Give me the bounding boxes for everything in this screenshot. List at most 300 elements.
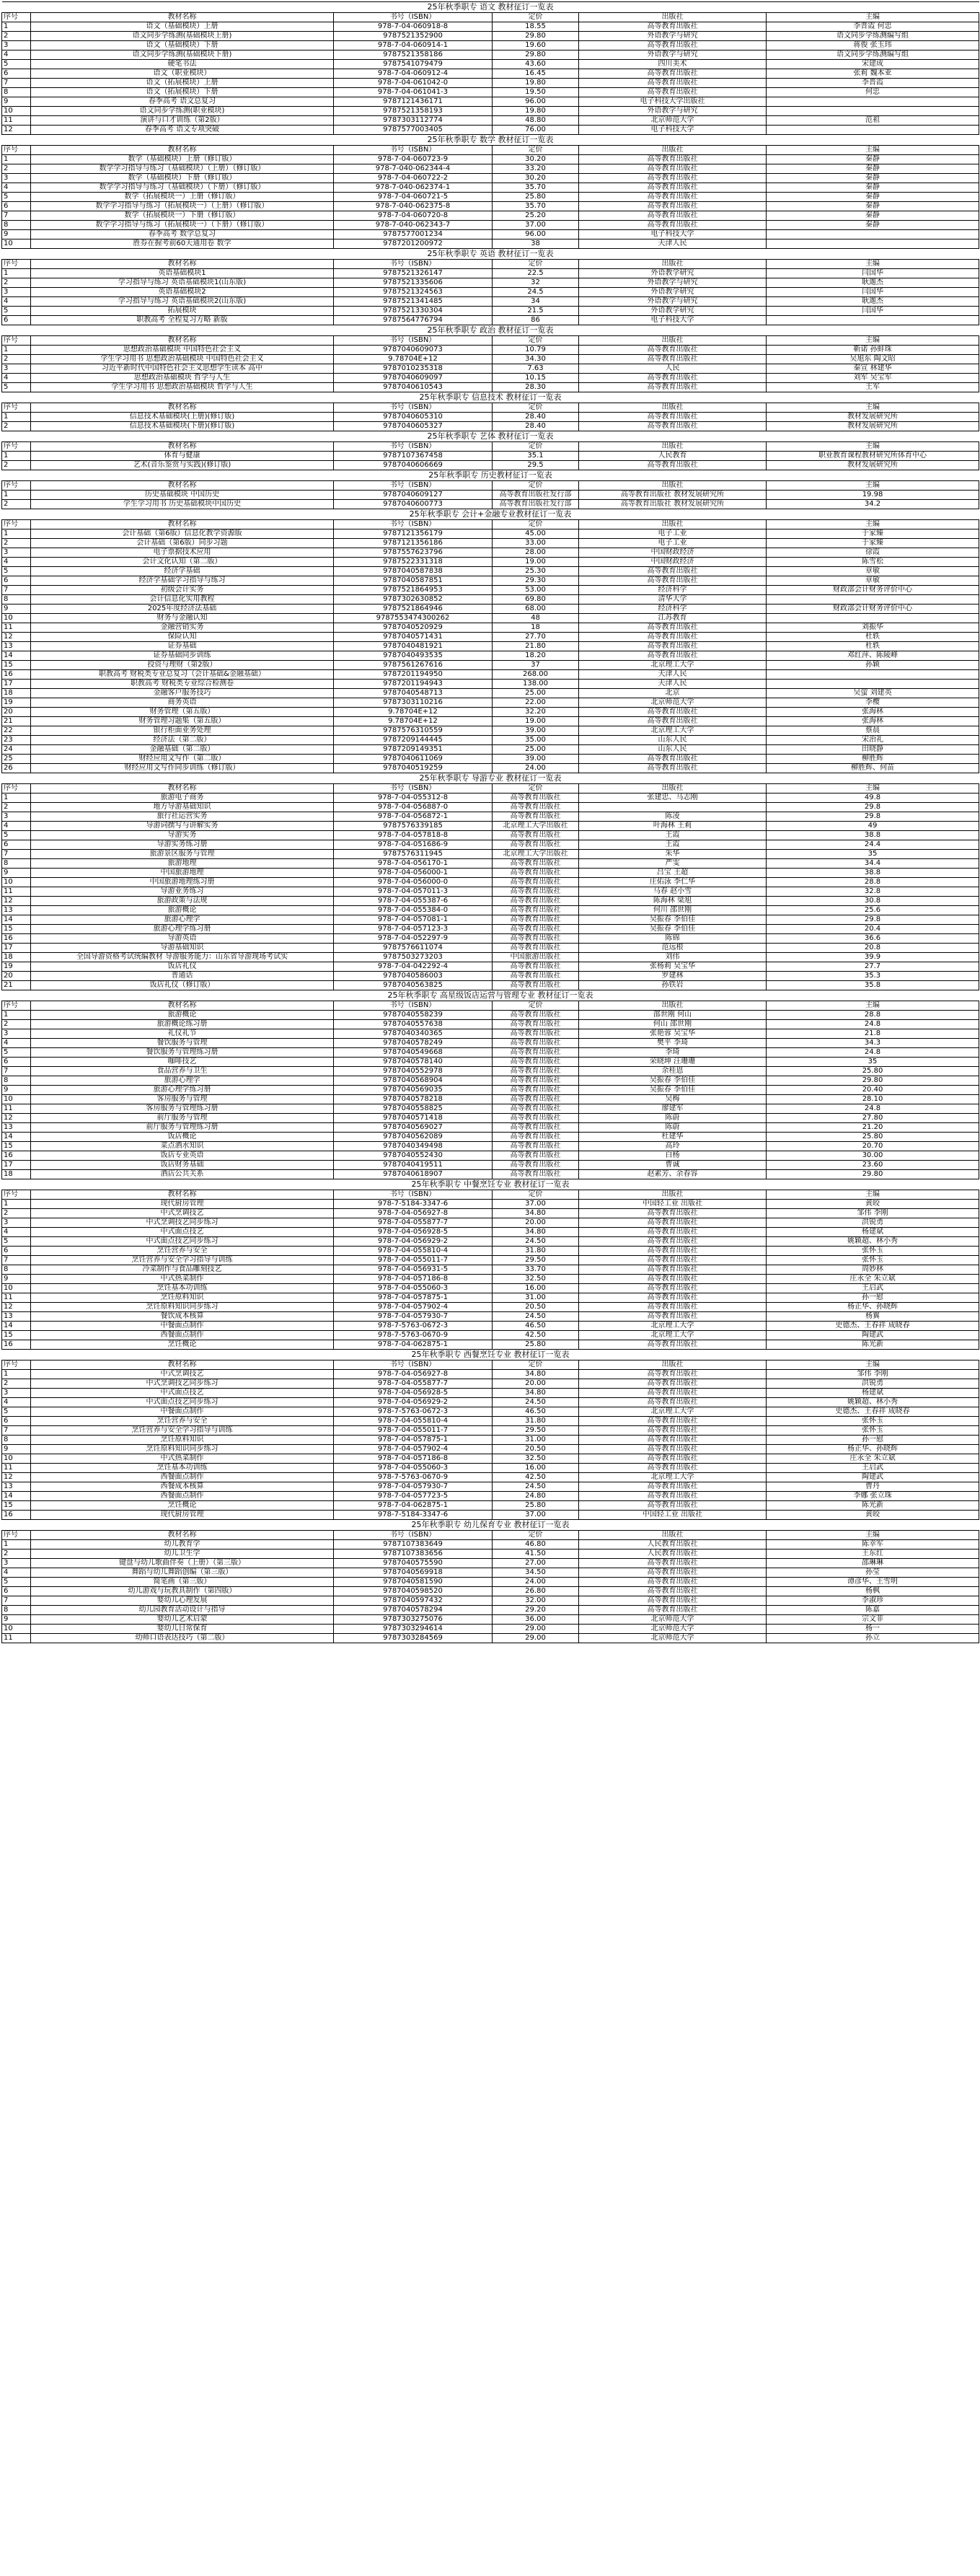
table-cell: 高等教育出版社: [493, 887, 579, 897]
table-cell: 11: [2, 1464, 31, 1473]
table-row: [2, 1615, 979, 1625]
table-cell: 耿迦杰: [767, 297, 979, 307]
table-cell: 25.80: [767, 1133, 979, 1142]
table-cell: 9787201194950: [334, 670, 493, 680]
table-cell: 9787521864953: [334, 586, 493, 595]
table-row: [2, 1218, 979, 1228]
table-cell: [767, 670, 979, 680]
table-cell: 69.80: [493, 595, 579, 605]
table-cell: 金融基础（第二版）: [31, 745, 334, 755]
table-cell: [767, 614, 979, 623]
table-cell: 高等教育出版社: [579, 461, 767, 470]
table-cell: 1: [2, 1200, 31, 1209]
table-cell: 978-7-04-055060-3: [334, 1464, 493, 1473]
table-cell: 4: [2, 1568, 31, 1578]
table-cell: 25.80: [493, 1501, 579, 1511]
table-cell: 36.6: [767, 934, 979, 944]
table-cell: 9787521358193: [334, 107, 493, 116]
table-cell: 学习指导与练习 英语基础模块2(山东版): [31, 297, 334, 307]
table-cell: 高等教育出版社 教材发展研究所: [579, 491, 767, 500]
table-cell: 18.20: [493, 651, 579, 661]
table-cell: 秦宣 林建华: [767, 364, 979, 374]
table-cell: 8: [2, 859, 31, 869]
table-cell: 9787121356179: [334, 529, 493, 539]
table-cell: 高等教育出版社: [493, 944, 579, 953]
table-cell: 24: [2, 745, 31, 755]
table-cell: 9787040609097: [334, 374, 493, 383]
table-row: [2, 422, 979, 431]
table-row: [2, 651, 979, 661]
table-cell: 幼儿教育学: [31, 1540, 334, 1549]
table-cell: 13: [2, 1123, 31, 1133]
table-cell: 42.50: [493, 1331, 579, 1340]
table-cell: 陈海林 梁旭: [579, 897, 767, 906]
table-cell: 高等教育出版社: [579, 1312, 767, 1322]
table-cell: 37.00: [493, 1511, 579, 1520]
table-row: [2, 1114, 979, 1123]
column-header: 出版社: [579, 260, 767, 269]
table-cell: 23.60: [767, 1161, 979, 1170]
table-cell: 978-7-04-052297-9: [334, 934, 493, 944]
table-cell: 学习指导与练习 英语基础模块1(山东版): [31, 278, 334, 288]
table-cell: 138.00: [493, 680, 579, 689]
table-cell: 978-7-04-056928-5: [334, 1389, 493, 1398]
table-cell: 11: [2, 116, 31, 126]
table-cell: 语文（拓展模块）上册: [31, 79, 334, 88]
column-header: 书号（ISBN）: [334, 336, 493, 346]
table-cell: 北京理工大学出版社: [493, 850, 579, 859]
table-cell: 3: [2, 1559, 31, 1568]
table-cell: 34.30: [493, 355, 579, 364]
table-cell: 叶海林 王莉: [579, 822, 767, 831]
table-cell: 陈蔚: [579, 1123, 767, 1133]
table-cell: 9787209144445: [334, 736, 493, 745]
table-cell: 旅游心理学: [31, 915, 334, 925]
table-cell: 2: [2, 803, 31, 812]
table-cell: 8: [2, 1436, 31, 1445]
table-cell: 20.4: [767, 925, 979, 934]
column-header: 主编: [767, 442, 979, 452]
table-cell: 76.00: [493, 126, 579, 135]
table-row: [2, 586, 979, 595]
table-row: [2, 278, 979, 288]
table-cell: 9: [2, 605, 31, 614]
table-cell: 数学（基础模块）上册（修订版）: [31, 155, 334, 164]
table-cell: 电子科技大学: [579, 230, 767, 239]
table-cell: 高等教育出版社: [579, 642, 767, 651]
table-row: [2, 174, 979, 183]
table-cell: 旅游心理学练习册: [31, 925, 334, 934]
table-cell: 孙一慰: [767, 1293, 979, 1303]
table-cell: 李樱: [767, 698, 979, 708]
table-cell: 41.50: [493, 1549, 579, 1559]
table-cell: 曹丹: [767, 1482, 979, 1492]
table-row: [2, 1312, 979, 1322]
table-cell: 高等教育出版社: [579, 1492, 767, 1501]
table-cell: 3: [2, 41, 31, 50]
table-cell: 财经应用文写作同步训练（修订版）: [31, 764, 334, 773]
table-row: [2, 1228, 979, 1237]
table-cell: 高等教育出版社: [579, 1275, 767, 1284]
section-title-row: [2, 1520, 979, 1531]
table-cell: 邵世刚 何山: [579, 1011, 767, 1020]
column-header: 出版社: [579, 146, 767, 155]
table-row: [2, 698, 979, 708]
table-cell: 28.10: [767, 1095, 979, 1104]
table-cell: 25.6: [767, 906, 979, 915]
table-cell: 978-7-04-057818-8: [334, 831, 493, 840]
table-cell: 29.20: [493, 1606, 579, 1615]
table-cell: 高等教育出版社: [579, 1247, 767, 1256]
table-cell: 13: [2, 1482, 31, 1492]
table-cell: 高等教育出版社: [579, 1436, 767, 1445]
table-cell: 9787040598520: [334, 1587, 493, 1596]
table-row: [2, 878, 979, 887]
table-cell: 王霞: [579, 840, 767, 850]
table-cell: 导游英语: [31, 934, 334, 944]
table-cell: 10: [2, 107, 31, 116]
header-row: [2, 146, 979, 155]
table-row: [2, 764, 979, 773]
table-cell: 洪锐勇: [767, 1379, 979, 1389]
table-row: [2, 1464, 979, 1473]
table-cell: 21.5: [493, 307, 579, 316]
table-cell: 86: [493, 316, 579, 325]
table-cell: 25.80: [493, 193, 579, 202]
table-cell: 电子票据技术应用: [31, 548, 334, 558]
table-cell: 9787521330304: [334, 307, 493, 316]
table-cell: 24.50: [493, 1398, 579, 1407]
table-cell: 45.00: [493, 529, 579, 539]
table-row: [2, 79, 979, 88]
table-cell: 田晓静: [767, 745, 979, 755]
table-cell: 19.00: [493, 558, 579, 567]
table-cell: 33.20: [493, 164, 579, 174]
column-header: 教材名称: [31, 520, 334, 529]
table-cell: 于家臻: [767, 529, 979, 539]
table-cell: 1: [2, 413, 31, 422]
table-cell: 学生学习用书 思想政治基础模块 中国特色社会主义: [31, 355, 334, 364]
table-cell: 2: [2, 500, 31, 509]
column-header: 出版社: [579, 336, 767, 346]
column-header: 主编: [767, 1531, 979, 1540]
table-cell: 客房服务与管理练习册: [31, 1104, 334, 1114]
table-cell: 9787521326147: [334, 269, 493, 278]
table-cell: 严雯: [579, 859, 767, 869]
table-cell: 9787303284569: [334, 1634, 493, 1643]
table-cell: 演讲与口才训练（第2版）: [31, 116, 334, 126]
table-cell: 4: [2, 297, 31, 307]
table-cell: 17: [2, 1161, 31, 1170]
table-cell: 20.40: [767, 1086, 979, 1095]
table-cell: 18: [2, 689, 31, 698]
table-cell: [767, 126, 979, 135]
table-cell: 34.2: [767, 500, 979, 509]
table-cell: 中式烹调技艺: [31, 1370, 334, 1379]
table-cell: 高等教育出版社: [493, 1142, 579, 1151]
table-cell: 学生学习用书 历史基础模块中国历史: [31, 500, 334, 509]
table-row: [2, 452, 979, 461]
table-cell: 高等教育出版社: [493, 1114, 579, 1123]
table-cell: 1: [2, 452, 31, 461]
table-cell: 9787040558825: [334, 1104, 493, 1114]
table-cell: 34: [493, 297, 579, 307]
table-cell: 9787040578249: [334, 1039, 493, 1048]
table-row: [2, 413, 979, 422]
table-cell: 68.00: [493, 605, 579, 614]
section-title-row: [2, 509, 979, 520]
table-cell: 高等教育出版社: [579, 1559, 767, 1568]
table-row: [2, 972, 979, 981]
table-cell: 5: [2, 307, 31, 316]
table-cell: 978-7-04-060912-4: [334, 69, 493, 79]
table-cell: 高等教育出版社: [579, 633, 767, 642]
table-cell: 3: [2, 548, 31, 558]
table-cell: 杨正华、孙晓辉: [767, 1445, 979, 1454]
table-row: [2, 1511, 979, 1520]
table-row: [2, 1606, 979, 1615]
table-cell: 978-7-040-062374-1: [334, 183, 493, 193]
table-cell: 35.70: [493, 183, 579, 193]
table-cell: 9787040349498: [334, 1142, 493, 1151]
table-cell: 耿迦杰: [767, 278, 979, 288]
table-row: [2, 1151, 979, 1161]
table-cell: 9787303112774: [334, 116, 493, 126]
table-cell: 思想政治基础模块 中国特色社会主义: [31, 346, 334, 355]
table-cell: 16.00: [493, 1284, 579, 1293]
table-cell: 9787040493535: [334, 651, 493, 661]
table-cell: 英语基础模块1: [31, 269, 334, 278]
table-cell: 978-7-040-062375-8: [334, 202, 493, 211]
table-row: [2, 307, 979, 316]
table-cell: 9.78704E+12: [334, 355, 493, 364]
table-cell: 习近平新时代中国特色社会主义思想学生读本 高中: [31, 364, 334, 374]
table-cell: 财政部会计财务评价中心: [767, 605, 979, 614]
table-cell: 5: [2, 1237, 31, 1247]
table-cell: 28.40: [493, 413, 579, 422]
table-row: [2, 529, 979, 539]
column-header: 出版社: [579, 1531, 767, 1540]
table-cell: 电子科技大学: [579, 316, 767, 325]
table-cell: 46.80: [493, 1540, 579, 1549]
column-header: 出版社: [579, 481, 767, 491]
table-cell: 周妙林: [767, 1265, 979, 1275]
table-row: [2, 1331, 979, 1340]
table-cell: 高等教育出版社: [579, 1596, 767, 1606]
table-cell: 高等教育出版社: [493, 803, 579, 812]
table-cell: 高等教育出版社: [579, 211, 767, 221]
table-cell: 数学学习指导与练习（拓展模块一）（上册）（修订版）: [31, 202, 334, 211]
table-row: [2, 221, 979, 230]
table-cell: 53.00: [493, 586, 579, 595]
table-cell: 靳诺 孙蚌珠: [767, 346, 979, 355]
table-cell: 34.4: [767, 859, 979, 869]
table-cell: 李琦: [579, 1048, 767, 1058]
table-cell: 电子工业: [579, 529, 767, 539]
table-cell: 证券基础: [31, 642, 334, 651]
table-cell: 外语教学与研究: [579, 32, 767, 41]
table-cell: 20: [2, 708, 31, 717]
table-row: [2, 1170, 979, 1179]
column-header: 教材名称: [31, 1001, 334, 1011]
table-row: [2, 126, 979, 135]
table-cell: 16.45: [493, 69, 579, 79]
section-title-row: [2, 135, 979, 146]
table-cell: 978-7-04-056927-8: [334, 1209, 493, 1218]
table-cell: 信息技术基础模块(下册)(修订版): [31, 422, 334, 431]
table-cell: 高等教育出版社: [579, 1303, 767, 1312]
table-row: [2, 1123, 979, 1133]
section-title-row: [2, 990, 979, 1001]
table-cell: 21: [2, 717, 31, 726]
table-row: [2, 831, 979, 840]
table-cell: 孙一慰: [767, 1436, 979, 1445]
table-cell: 中式面点技艺: [31, 1389, 334, 1398]
table-cell: 7: [2, 586, 31, 595]
table-cell: 旅行社运营实务: [31, 812, 334, 822]
table-cell: 978-7-04-057081-1: [334, 915, 493, 925]
table-cell: 9787040520929: [334, 623, 493, 633]
table-row: [2, 193, 979, 202]
table-cell: 烹饪概论: [31, 1340, 334, 1350]
table-cell: 9787040568904: [334, 1076, 493, 1086]
section-title-row: [2, 325, 979, 336]
table-cell: 9787303275076: [334, 1615, 493, 1625]
section-title-row: [2, 773, 979, 784]
table-cell: 29.80: [493, 50, 579, 60]
table-cell: 19.80: [493, 107, 579, 116]
table-cell: 高等教育出版社: [579, 1606, 767, 1615]
table-cell: 经济学基础: [31, 567, 334, 576]
table-cell: 6: [2, 1417, 31, 1426]
section-title: 25年秋季职专 英语 教材征订一览表: [2, 249, 979, 260]
table-cell: 高等教育出版社: [579, 1445, 767, 1454]
table-cell: 宗文菲: [767, 1615, 979, 1625]
table-row: [2, 1587, 979, 1596]
table-cell: 语文同步学练测编写组: [767, 32, 979, 41]
table-cell: 3: [2, 812, 31, 822]
table-cell: 9787040600773: [334, 500, 493, 509]
table-cell: 7: [2, 79, 31, 88]
table-cell: 978-7-04-061041-3: [334, 88, 493, 97]
section-title: 25年秋季职专 信息技术 教材征订一览表: [2, 392, 979, 403]
table-cell: 李晋霞: [767, 79, 979, 88]
table-cell: 27.80: [767, 1114, 979, 1123]
table-cell: 财务与金融认知: [31, 614, 334, 623]
table-cell: 5: [2, 193, 31, 202]
table-row: [2, 50, 979, 60]
table-row: [2, 925, 979, 934]
table-cell: 姚颖超、林小秀: [767, 1237, 979, 1247]
table-cell: 21.8: [767, 1029, 979, 1039]
table-row: [2, 1067, 979, 1076]
table-cell: 高等教育出版社: [579, 1389, 767, 1398]
table-cell: 9787040569027: [334, 1123, 493, 1133]
table-cell: 邵琳琳: [767, 1559, 979, 1568]
table-cell: 餐饮服务与管理练习册: [31, 1048, 334, 1058]
table-row: [2, 1492, 979, 1501]
table-cell: 旅游地理: [31, 859, 334, 869]
table-cell: 11: [2, 623, 31, 633]
table-cell: 语文同步学练测(基础模块下册): [31, 50, 334, 60]
table-cell: 高等教育出版社: [493, 1086, 579, 1095]
table-cell: 张建忠、马志刚: [579, 794, 767, 803]
section-title: 25年秋季职专 中餐烹饪专业 教材征订一览表: [2, 1179, 979, 1190]
table-cell: 高等教育出版社: [579, 567, 767, 576]
section-title: 25年秋季职专 语文 教材征订一览表: [2, 2, 979, 13]
table-row: [2, 1322, 979, 1331]
table-cell: 19.80: [493, 79, 579, 88]
table-cell: 1: [2, 22, 31, 32]
table-cell: 邹伟 李刚: [767, 1370, 979, 1379]
table-cell: 会计信息化实用教程: [31, 595, 334, 605]
column-header: 书号（ISBN）: [334, 442, 493, 452]
table-cell: 咖啡技艺: [31, 1058, 334, 1067]
table-cell: 高等教育出版社: [579, 1578, 767, 1587]
table-cell: 32.50: [493, 1454, 579, 1464]
table-cell: 庄永全 朱立斌: [767, 1275, 979, 1284]
table-row: [2, 1048, 979, 1058]
table-cell: 2: [2, 164, 31, 174]
table-cell: 9: [2, 230, 31, 239]
table-cell: 5: [2, 567, 31, 576]
table-cell: 9787040618907: [334, 1170, 493, 1179]
table-cell: 9787040586003: [334, 972, 493, 981]
table-cell: 经济法（第二版）: [31, 736, 334, 745]
table-cell: 王霞: [579, 831, 767, 840]
table-cell: 978-7-04-056887-0: [334, 803, 493, 812]
table-cell: 28.30: [493, 383, 579, 392]
table-cell: 978-7-04-056929-2: [334, 1398, 493, 1407]
table-cell: 史德杰、王春祥 成晓春: [767, 1407, 979, 1417]
table-row: [2, 1407, 979, 1417]
table-cell: 人民教育出版社: [579, 1540, 767, 1549]
table-cell: 42.50: [493, 1473, 579, 1482]
table-cell: 庄永全 朱立斌: [767, 1454, 979, 1464]
table-cell: 谭彦华、王雪明: [767, 1578, 979, 1587]
table-cell: 杨正华、孙晓辉: [767, 1303, 979, 1312]
table-cell: 978-7-04-057902-4: [334, 1303, 493, 1312]
table-cell: 高等教育出版社: [493, 906, 579, 915]
table-cell: 978-7-04-060918-8: [334, 22, 493, 32]
table-cell: 财务管理（第五版）: [31, 708, 334, 717]
column-header: 序号: [2, 336, 31, 346]
table-row: [2, 755, 979, 764]
table-cell: 英语基础模块2: [31, 288, 334, 297]
column-header: 主编: [767, 481, 979, 491]
table-cell: 职业教育课程教材研究所体育中心: [767, 452, 979, 461]
section-title: 25年秋季职专 会计+金融专业教材征订一览表: [2, 509, 979, 520]
table-cell: 北京理工大学: [579, 1473, 767, 1482]
table-cell: 11: [2, 1634, 31, 1643]
table-cell: 客房服务与管理: [31, 1095, 334, 1104]
table-cell: 10: [2, 239, 31, 249]
table-cell: 酒店公共关系: [31, 1170, 334, 1179]
table-cell: 978-7-04-055387-6: [334, 897, 493, 906]
table-cell: 高等教育出版社: [493, 1161, 579, 1170]
table-cell: 高等教育出版社: [493, 1123, 579, 1133]
table-cell: 杨建斌: [767, 1228, 979, 1237]
table-cell: 高等教育出版社: [579, 1370, 767, 1379]
table-cell: 中式面点技艺同步练习: [31, 1398, 334, 1407]
table-cell: 15: [2, 1501, 31, 1511]
table-row: [2, 822, 979, 831]
table-cell: 8: [2, 1606, 31, 1615]
table-cell: 9787040549668: [334, 1048, 493, 1058]
table-cell: 高等教育出版社: [579, 164, 767, 174]
table-cell: 17: [2, 944, 31, 953]
table-cell: 职教高考 全程复习方略 新版: [31, 316, 334, 325]
